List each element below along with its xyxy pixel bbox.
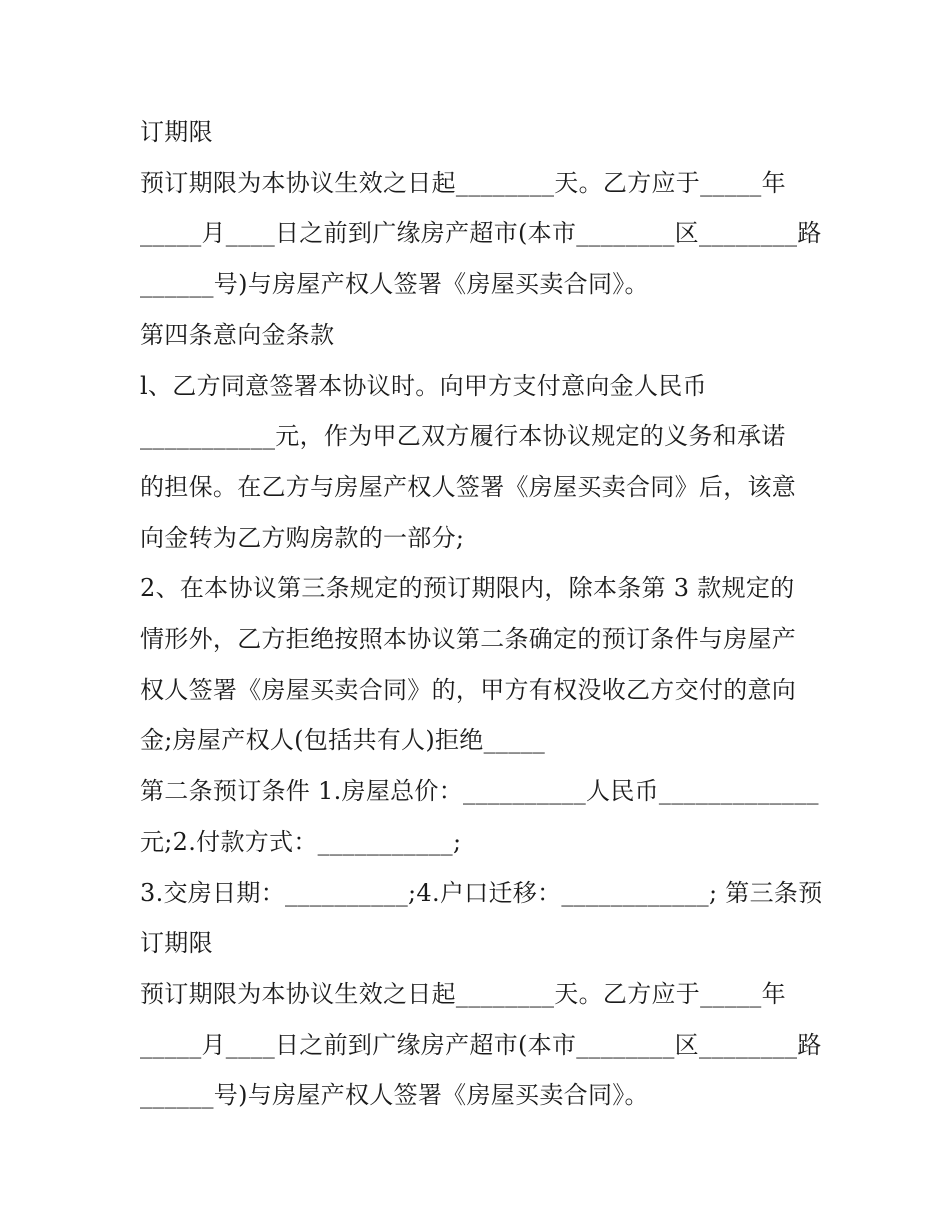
text-line: 订期限 xyxy=(140,118,213,146)
text-line: 的担保。在乙方与房屋产权人签署《房屋买卖合同》后，该意 xyxy=(140,472,797,501)
text-line: ___________元，作为甲乙双方履行本协议规定的义务和承诺 xyxy=(140,422,786,451)
text-line: 3.交房日期：__________;4.户口迁移：____________; 第三条预 xyxy=(140,878,823,907)
text-line: 权人签署《房屋买卖合同》的，甲方有权没收乙方交付的意向 xyxy=(140,675,797,704)
text-line: 向金转为乙方购房款的一部分; xyxy=(140,523,465,552)
text-line: l、乙方同意签署本协议时。向甲方支付意向金人民币 xyxy=(140,371,707,400)
text-line: 元;2.付款方式：___________; xyxy=(140,827,462,856)
section-heading: 第四条意向金条款 xyxy=(140,320,335,349)
text-line: ______号)与房屋产权人签署《房屋买卖合同》。 xyxy=(140,1081,649,1110)
text-line: ______号)与房屋产权人签署《房屋买卖合同》。 xyxy=(140,270,649,299)
text-line: 2、在本协议第三条规定的预订期限内，除本条第 3 款规定的 xyxy=(140,574,795,603)
text-line: 第二条预订条件 1.房屋总价：__________人民币_____________ xyxy=(140,777,819,806)
text-line: _____月____日之前到广缘房产超市(本市________区________路 xyxy=(140,1030,822,1059)
text-line: _____月____日之前到广缘房产超市(本市________区________路 xyxy=(140,219,822,248)
text-line: 预订期限为本协议生效之日起________天。乙方应于_____年 xyxy=(140,979,786,1008)
text-line: 预订期限为本协议生效之日起________天。乙方应于_____年 xyxy=(140,168,786,197)
text-line: 订期限 xyxy=(140,929,213,958)
document-body xyxy=(140,107,823,1121)
text-line: 金;房屋产权人(包括共有人)拒绝_____ xyxy=(140,726,546,755)
text-line: 情形外，乙方拒绝按照本协议第二条确定的预订条件与房屋产 xyxy=(140,625,797,654)
